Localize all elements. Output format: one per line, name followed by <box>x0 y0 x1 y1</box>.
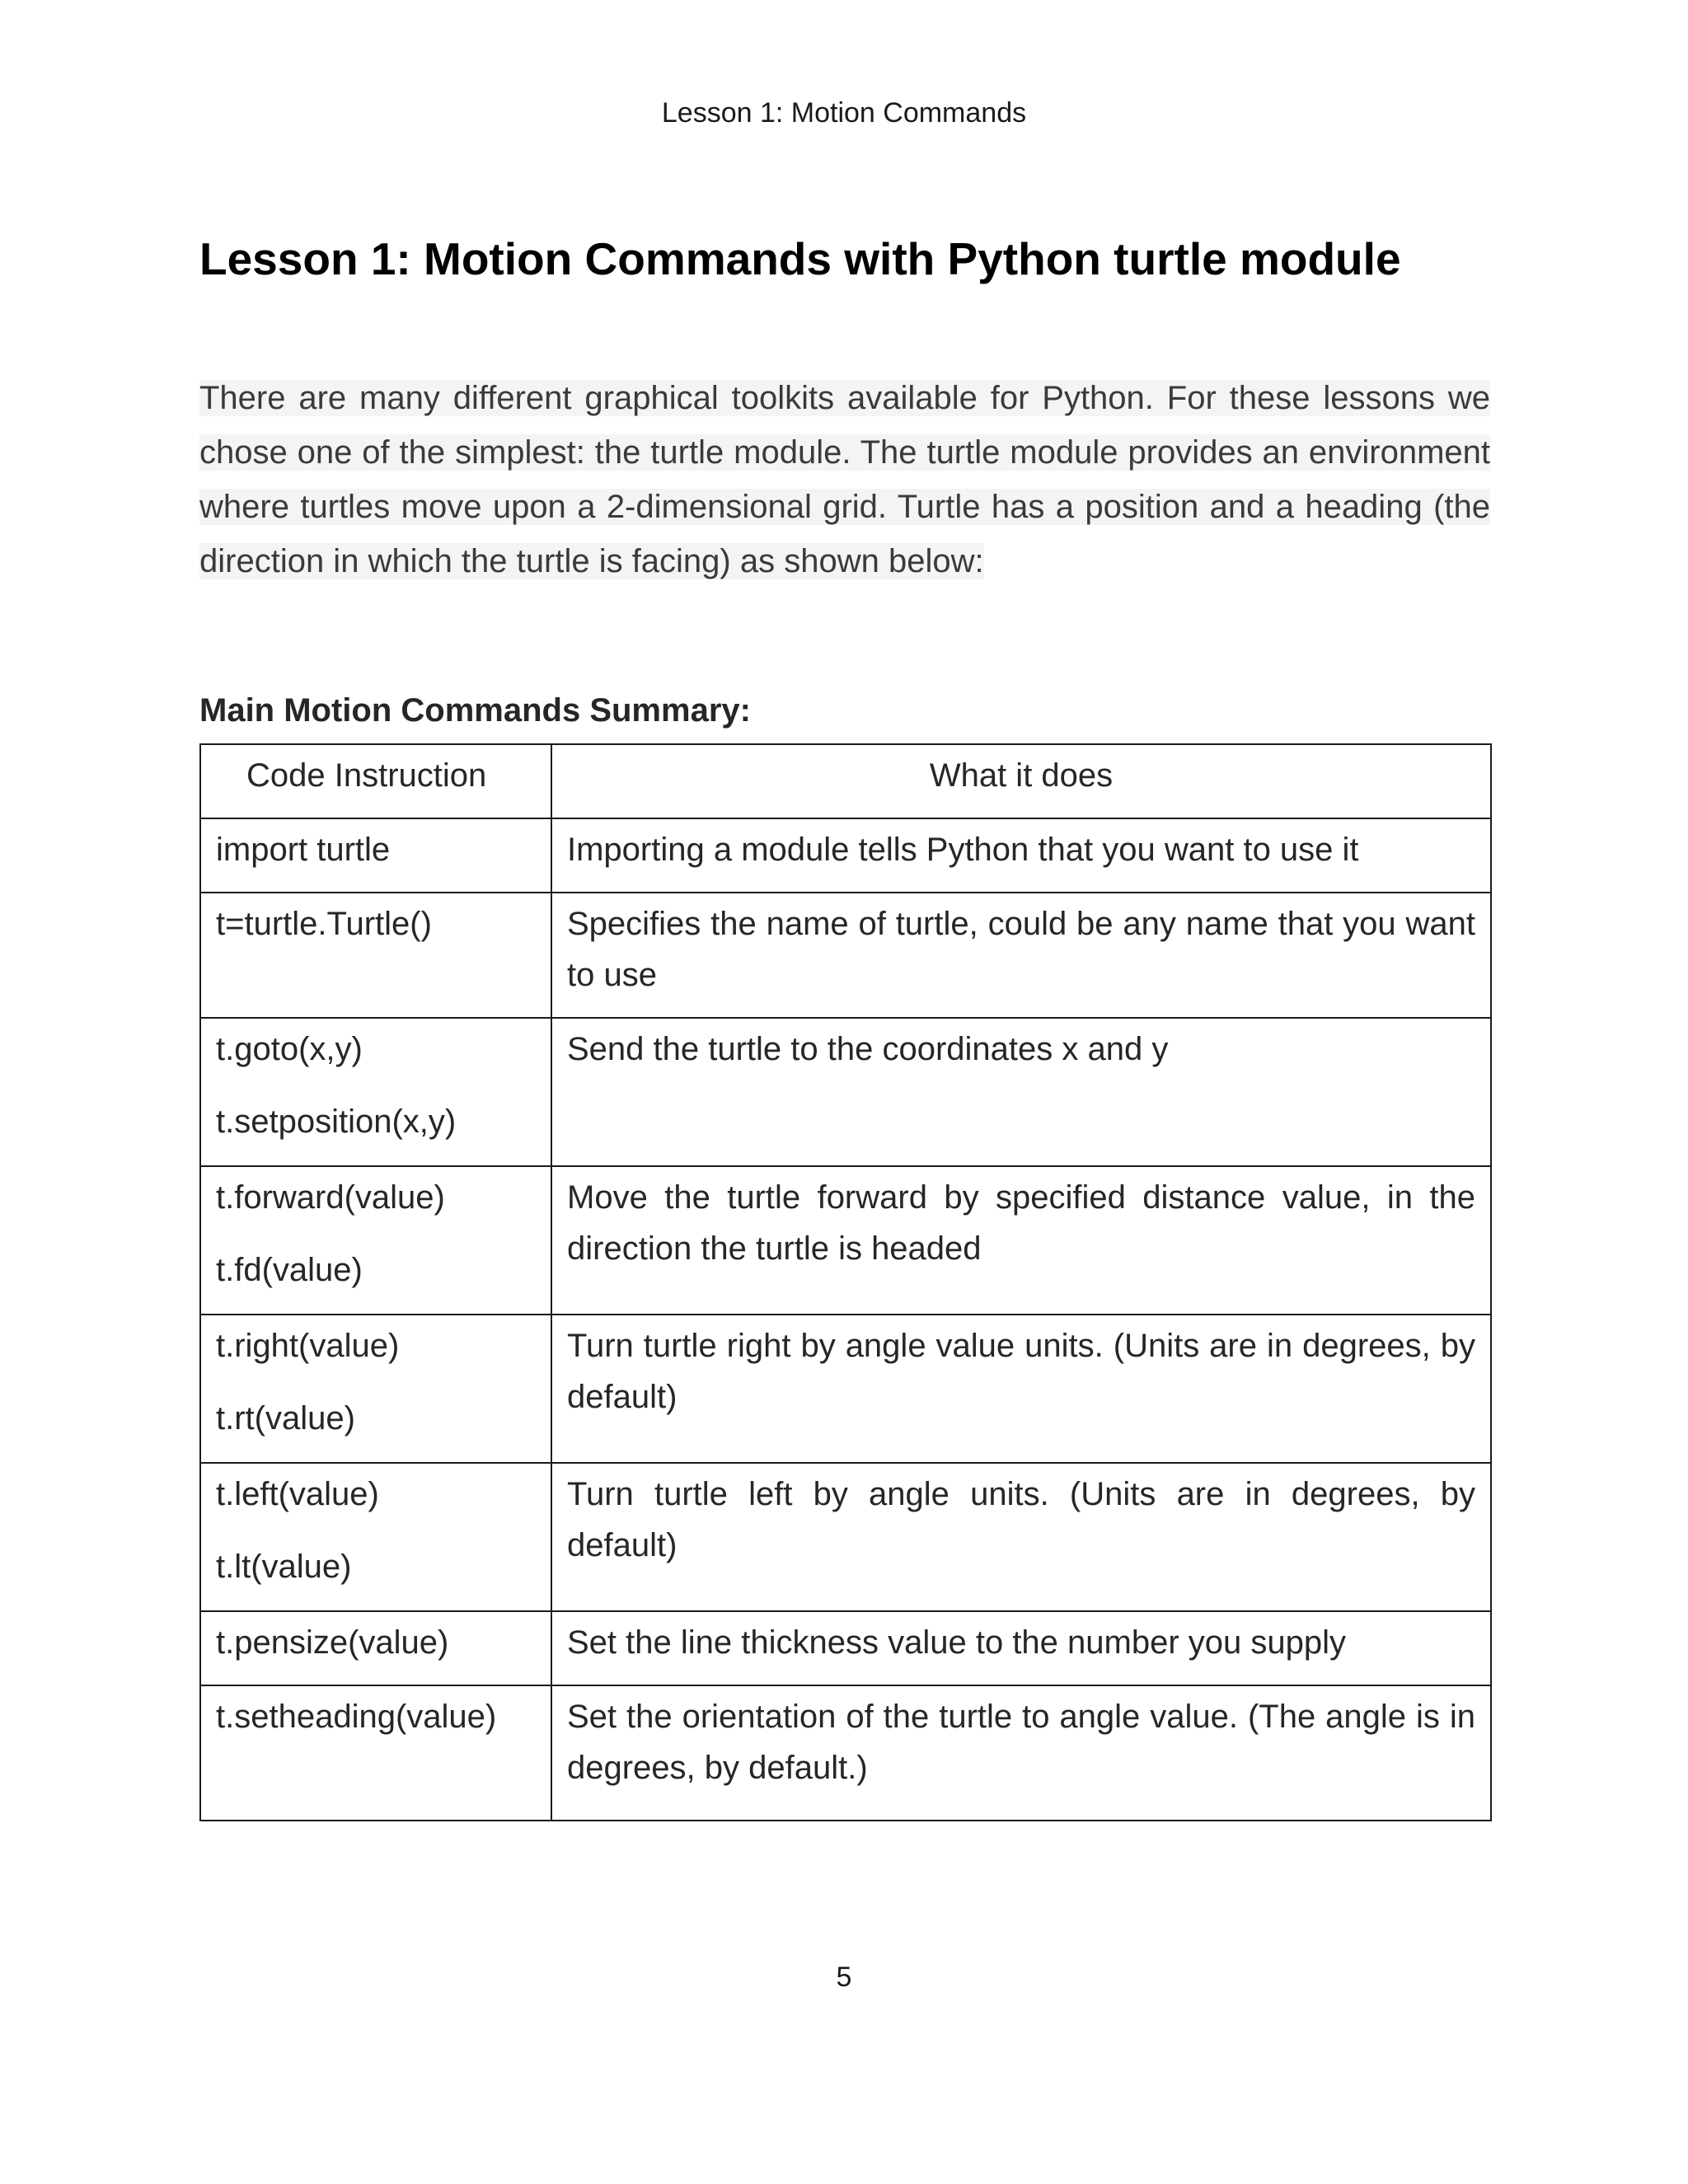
code-instruction: t.pensize(value) <box>216 1624 449 1661</box>
code-cell <box>200 818 551 893</box>
description-cell: Turn turtle left by angle units. (Units are in degrees, by default) <box>551 1463 1491 1611</box>
description-cell: Send the turtle to the coordinates x and y <box>551 1018 1491 1166</box>
intro-paragraph <box>199 371 1490 588</box>
column-header-code: Code Instruction <box>200 744 551 818</box>
code-cell <box>200 1611 551 1685</box>
section-heading: Main Motion Commands Summary: <box>199 692 751 729</box>
code-cell <box>200 1315 551 1463</box>
table-row <box>200 1018 1491 1166</box>
code-instruction: t.left(value) <box>216 1476 379 1512</box>
code-instruction: t.goto(x,y) <box>216 1031 363 1067</box>
table-row <box>200 1463 1491 1611</box>
code-instruction-alias: t.lt(value) <box>216 1549 352 1585</box>
code-instruction: t.forward(value) <box>216 1179 445 1216</box>
running-header: Lesson 1: Motion Commands <box>661 97 1027 129</box>
description-cell: Specifies the name of turtle, could be any name that you want to use <box>551 893 1491 1018</box>
code-cell <box>200 1018 551 1166</box>
table-row <box>200 1611 1491 1685</box>
code-instruction-alias: t.rt(value) <box>216 1400 355 1436</box>
table-header-row <box>200 744 1491 818</box>
description-cell: Turn turtle right by angle value units. (Units are in degrees, by default) <box>551 1315 1491 1463</box>
code-cell <box>200 1166 551 1315</box>
code-cell <box>200 1685 551 1821</box>
column-header-description: What it does <box>551 744 1491 818</box>
code-instruction: t.setheading(value) <box>216 1699 497 1735</box>
page-title: Lesson 1: Motion Commands with Python turtle module <box>199 233 1401 284</box>
description-cell: Set the line thickness value to the number you supply <box>551 1611 1491 1685</box>
code-instruction: t=turtle.Turtle() <box>216 906 432 942</box>
table-row <box>200 893 1491 1018</box>
description-cell: Set the orientation of the turtle to angle value. (The angle is in degrees, by default.) <box>551 1685 1491 1821</box>
description-cell: Move the turtle forward by specified distance value, in the direction the turtle is headed <box>551 1166 1491 1315</box>
table-row <box>200 1166 1491 1315</box>
commands-table <box>199 743 1492 1821</box>
table-row <box>200 818 1491 893</box>
table-row <box>200 1685 1491 1821</box>
code-instruction-alias: t.setposition(x,y) <box>216 1104 457 1140</box>
code-instruction-alias: t.fd(value) <box>216 1252 363 1288</box>
table-row <box>200 1315 1491 1463</box>
code-instruction: t.right(value) <box>216 1328 400 1364</box>
code-cell <box>200 1463 551 1611</box>
code-instruction: import turtle <box>216 832 391 868</box>
code-cell <box>200 893 551 1018</box>
page-number: 5 <box>836 1961 852 1993</box>
description-cell: Importing a module tells Python that you want to use it <box>551 818 1491 893</box>
intro-text: There are many different graphical toolkits available for Python. For these lessons we chose one of the simplest: the turtle module. The turtle module provides an environment where turtles move upon a 2-dimensional grid. Turtle has a position and a heading (the direction in which the turtle is facing) as shown below: <box>199 380 1490 579</box>
